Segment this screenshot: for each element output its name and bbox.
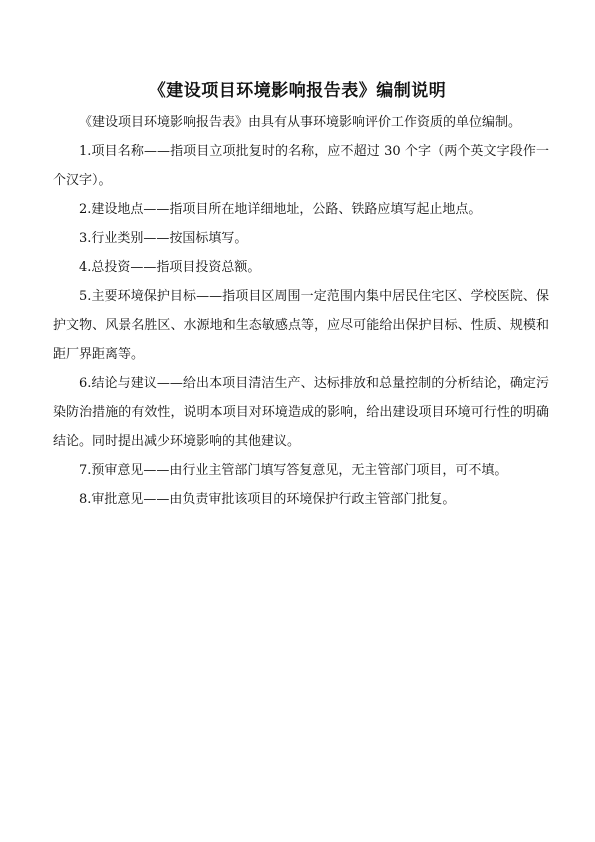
paragraph-intro: 《建设项目环境影响报告表》由具有从事环境影响评价工作资质的单位编制。 — [79, 115, 522, 130]
paragraph-item-7: 7.预审意见——由行业主管部门填写答复意见，无主管部门项目，可不填。 — [79, 463, 508, 478]
document-title: 《建设项目环境影响报告表》编制说明 — [148, 81, 447, 101]
document-body — [53, 108, 549, 514]
paragraph-item-8: 8.审批意见——由负责审批该项目的环境保护行政主管部门批复。 — [79, 492, 456, 507]
paragraph-item-1: 1.项目名称——指项目立项批复时的名称，应不超过 30 个字（两个英文字段作一个汉字）。 — [53, 144, 549, 188]
paragraph-item-4: 4.总投资——指项目投资总额。 — [79, 260, 261, 275]
paragraph-item-6: 6.结论与建议——给出本项目清洁生产、达标排放和总量控制的分析结论，确定污染防治措施的有效性，说明本项目对环境造成的影响，给出建设项目环境可行性的明确结论。同时提出减少环境影响的其他建议。 — [53, 376, 549, 449]
paragraph-item-5: 5.主要环境保护目标——指项目区周围一定范围内集中居民住宅区、学校医院、保护文物、风景名胜区、水源地和生态敏感点等，应尽可能给出保护目标、性质、规模和距厂界距离等。 — [53, 289, 549, 362]
paragraph-item-3: 3.行业类别——按国标填写。 — [79, 231, 248, 246]
paragraph-item-2: 2.建设地点——指项目所在地详细地址，公路、铁路应填写起止地点。 — [79, 202, 482, 217]
